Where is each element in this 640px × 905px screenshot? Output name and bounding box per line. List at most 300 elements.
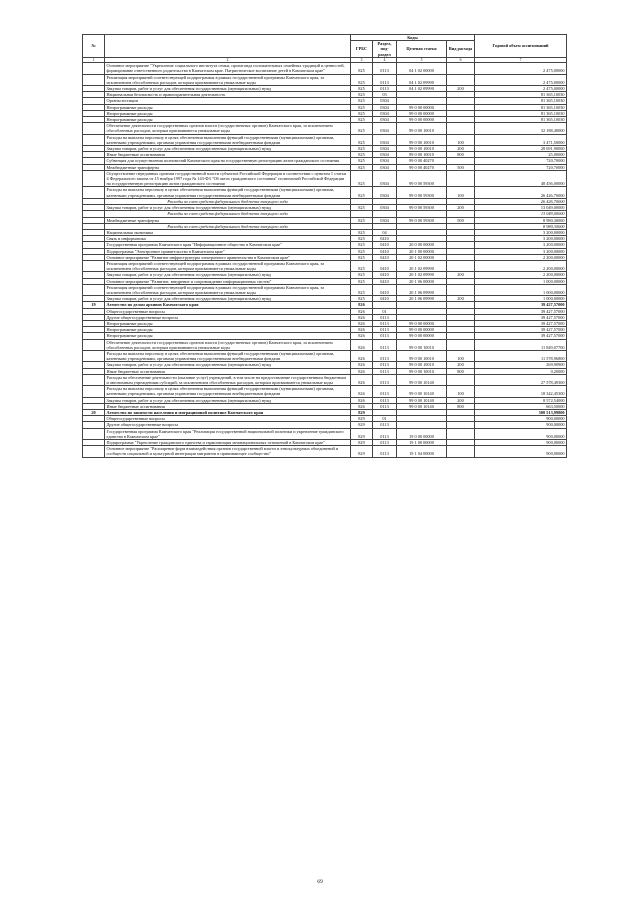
row-type [447,170,475,187]
row-grbs: 829 [351,428,373,439]
row-sum: 39 427,57000 [475,333,567,339]
row-sum: 11 578,96800 [475,350,567,361]
row-type: 200 [447,362,475,368]
row-target: 99 0 00 10010 [397,134,447,145]
row-type: 200 [447,397,475,403]
row-name: Осуществление переданных органам государственной власти субъектов Российской Федерации в соответствии с пунктом 1 статьи 4 Федерального закона от 15 ноября 1997 года № 143-ФЗ "Об актах гражданского состояния" полномочий Российской Федерации на государственную регистрацию актов гражданского состояния [105,170,351,187]
row-name: Национальная экономика [105,229,351,235]
row-sum: 8 980,30000 [475,223,567,229]
row-name: Другие общегосударственные вопросы [105,314,351,320]
row-target: 99 0 00 00000 [397,327,447,333]
row-section: 0113 [373,320,397,326]
row-number [83,374,105,385]
row-grbs: 825 [351,284,373,295]
row-grbs: 825 [351,63,373,74]
row-sum: 2 200,00000 [475,272,567,278]
row-type [447,260,475,271]
row-target: 99 0 00 10140 [397,386,447,397]
row-section: 0304 [373,217,397,223]
table-row [83,339,567,350]
row-name: Расходы за счет средств федерального бюджета текущего года [105,198,351,204]
row-name: Непрограммные расходы [105,333,351,339]
row-target: 99 0 00 10140 [397,397,447,403]
row-target: 20 1 06 09990 [397,284,447,295]
row-grbs: 826 [351,403,373,409]
index-cell: 2 [105,57,351,62]
row-target: 99 0 00 59300 [397,170,447,187]
row-section: 0410 [373,236,397,242]
row-section: 0113 [373,397,397,403]
row-section: 0304 [373,205,397,211]
row-name: Связь и информатика [105,236,351,242]
row-section: 0113 [373,403,397,409]
row-name: Непрограммные расходы [105,320,351,326]
row-target: 99 0 00 10010 [397,350,447,361]
row-section: 0304 [373,164,397,170]
row-name: Агентство по занятости населения и миграционной политике Камчатского края [105,410,351,416]
table-row [83,170,567,187]
row-number [83,446,105,457]
row-section: 0113 [373,327,397,333]
row-section: 04 [373,229,397,235]
row-section: 0304 [373,158,397,164]
row-section: 0113 [373,428,397,439]
row-grbs: 825 [351,158,373,164]
table-row [83,123,567,134]
row-sum: 900,00000 [475,428,567,439]
row-name: Закупка товаров, работ и услуг для обеспечения государственных (муниципальных) нужд [105,397,351,403]
row-name: Иные бюджетные ассигнования [105,403,351,409]
row-number [83,123,105,134]
row-section: 0410 [373,284,397,295]
row-sum: 13 049,00000 [475,211,567,217]
row-sum: 269,90900 [475,362,567,368]
row-grbs: 825 [351,296,373,302]
row-type: 100 [447,350,475,361]
row-grbs: 825 [351,260,373,271]
row-target: 20 1 06 09990 [397,296,447,302]
table-row [83,374,567,385]
row-number [83,339,105,350]
row-number [83,63,105,74]
row-number: 20 [83,410,105,416]
table-body [83,63,567,457]
row-section: 0304 [373,98,397,104]
row-sum: 39 427,57000 [475,302,567,308]
row-section: 0410 [373,278,397,284]
row-name: Реализация мероприятий соответствующей подпрограммы в рамках государственной программы Камчатского края, за исключением обособленных расходов, которым присваиваются уникальные коды [105,260,351,271]
row-name: Расходы на выплаты персоналу в целях обеспечения выполнения функций государственными (муниципальными) органами, казенными учреждениями, органами управления государственными внебюджетными фондами [105,187,351,198]
budget-table-sheet [82,34,566,458]
row-name: Непрограммные расходы [105,117,351,123]
row-number [83,187,105,198]
row-number [83,260,105,271]
row-number [83,284,105,295]
row-sum: 39 427,57000 [475,320,567,326]
row-number: 19 [83,302,105,308]
budget-table [82,34,567,458]
row-section: 0304 [373,117,397,123]
row-target: 99 0 00 40270 [397,164,447,170]
row-sum: 3 200,00000 [475,248,567,254]
row-grbs: 825 [351,98,373,104]
row-sum: 28 691,90000 [475,146,567,152]
row-section: 0304 [373,134,397,145]
header-name [105,35,351,58]
row-sum: 0,20000 [475,368,567,374]
row-section: 0113 [373,333,397,339]
row-target: 20 1 02 09990 [397,272,447,278]
row-sum: 81 365,10030 [475,98,567,104]
row-sum: 663,50000 [475,403,567,409]
row-grbs: 829 [351,410,373,416]
row-name: Расходы на обеспечение деятельности (оказание услуг) учреждений, в том числе на предоставление государственным бюджетным и автономным учреждениям субсидий, за исключением обособленных расходов, которым присваиваются уникальные коды [105,374,351,385]
row-grbs: 826 [351,302,373,308]
header-number: № [83,35,105,58]
row-sum: 81 365,10030 [475,104,567,110]
row-sum: 26 426,70000 [475,198,567,204]
row-target: 19 0 00 00000 [397,428,447,439]
row-number [83,350,105,361]
row-name: Закупка товаров, работ и услуг для обеспечения государственных (муниципальных) нужд [105,205,351,211]
row-target: 19 1 04 00000 [397,446,447,457]
row-target: 99 0 00 10010 [397,152,447,158]
row-sum: 900,00000 [475,440,567,446]
row-grbs: 829 [351,446,373,457]
row-grbs: 825 [351,248,373,254]
row-sum: 1 000,00000 [475,278,567,284]
row-target: 99 0 00 10010 [397,362,447,368]
row-number [83,134,105,145]
row-name: Подпрограмма "Электронное правительство в Камчатском крае" [105,248,351,254]
row-sum: 18 342,45300 [475,386,567,397]
row-type: 500 [447,217,475,223]
row-grbs: 825 [351,74,373,85]
row-target: 99 0 00 00000 [397,333,447,339]
row-name: Расходы за счет средств федерального бюджета текущего года [105,211,351,217]
row-name: Расходы на выплаты персоналу в целях обеспечения выполнения функций государственными (муниципальными) органами, казенными учреждениями, органами управления государственными внебюджетными фондами [105,386,351,397]
header-target: Целевая статья [397,41,447,58]
row-target: 99 0 00 59300 [397,187,447,198]
header-codes: Коды [351,35,475,41]
row-name: Основное мероприятие "Развитие, внедрение и сопровождение информационных систем" [105,278,351,284]
row-target: 99 0 00 10010 [397,123,447,134]
row-grbs: 829 [351,422,373,428]
row-type: 200 [447,296,475,302]
row-name: Государственная программа Камчатского края "Реализация государственной национальной политики и укрепление гражданского единства в Камчатском крае" [105,428,351,439]
row-section: 03 [373,92,397,98]
row-grbs: 826 [351,314,373,320]
header-volume: Годовой объем ассигнований [475,35,567,58]
row-sum: 48 456,00000 [475,170,567,187]
row-type: 800 [447,403,475,409]
row-type [447,123,475,134]
row-type: 200 [447,205,475,211]
index-cell: 5 [397,57,447,62]
row-section: 01 [373,308,397,314]
row-target: 99 0 00 00000 [397,320,447,326]
row-name: Другие общегосударственные вопросы [105,422,351,428]
row-section: 0113 [373,314,397,320]
row-grbs: 825 [351,236,373,242]
row-section: 0304 [373,152,397,158]
row-sum: 27 578,49300 [475,374,567,385]
index-cell: 7 [475,57,567,62]
row-sum: 13 049,00000 [475,205,567,211]
header-section: Раздел, под-раздел [373,41,397,58]
row-name: Общегосударственные вопросы [105,308,351,314]
row-name: Органы юстиции [105,98,351,104]
row-name: Закупка товаров, работ и услуг для обеспечения государственных (муниципальных) нужд [105,296,351,302]
row-type: 200 [447,86,475,92]
row-sum: 2 475,00000 [475,74,567,85]
row-grbs: 825 [351,242,373,248]
row-sum: 3 200,00000 [475,229,567,235]
row-sum: 39 427,57000 [475,314,567,320]
row-sum: 720,70000 [475,158,567,164]
row-type: 500 [447,164,475,170]
row-section: 0410 [373,272,397,278]
row-type: 100 [447,386,475,397]
row-sum: 3 200,00000 [475,236,567,242]
row-target: 04 1 02 00000 [397,63,447,74]
table-row [83,284,567,295]
row-target: 99 0 00 10140 [397,374,447,385]
row-grbs: 826 [351,362,373,368]
row-sum: 39 427,57000 [475,327,567,333]
row-type [447,428,475,439]
row-sum: 26 426,70000 [475,187,567,198]
row-type [447,74,475,85]
row-grbs: 825 [351,272,373,278]
row-number [83,428,105,439]
row-type: 100 [447,134,475,145]
row-name: Иные бюджетные ассигнования [105,152,351,158]
row-grbs: 825 [351,217,373,223]
row-target: 20 1 00 00000 [397,248,447,254]
row-grbs: 825 [351,152,373,158]
row-target: 99 0 00 00000 [397,110,447,116]
row-name: Непрограммные расходы [105,110,351,116]
row-type: 800 [447,152,475,158]
row-sum: 900,00000 [475,446,567,457]
table-row [83,134,567,145]
row-sum: 81 365,10030 [475,92,567,98]
row-target: 04 1 02 09990 [397,86,447,92]
row-grbs: 825 [351,170,373,187]
row-grbs: 826 [351,350,373,361]
row-section: 0113 [373,339,397,350]
row-target: 99 0 00 10010 [397,339,447,350]
row-name: Иные бюджетные ассигнования [105,368,351,374]
row-section: 0410 [373,248,397,254]
row-target: 99 0 00 59300 [397,217,447,223]
row-sum: 2 200,00000 [475,254,567,260]
row-number [83,386,105,397]
row-grbs: 826 [351,368,373,374]
row-number [83,74,105,85]
row-name: Агентство по делам архивов Камчатского края [105,302,351,308]
row-name: Межбюджетные трансферты [105,217,351,223]
row-section: 0113 [373,440,397,446]
row-section: 0304 [373,187,397,198]
index-cell: 1 [83,57,105,62]
row-grbs: 825 [351,104,373,110]
row-section: 0410 [373,260,397,271]
row-grbs: 826 [351,327,373,333]
row-name: Реализация мероприятий соответствующей подпрограммы в рамках государственной программы Камчатского края, за исключением обособленных расходов, которым присваиваются уникальные коды [105,284,351,295]
row-target: 04 1 02 09990 [397,74,447,85]
row-type [447,374,475,385]
row-sum: 1 000,00000 [475,284,567,295]
row-sum: 81 365,10030 [475,117,567,123]
row-section: 0113 [373,368,397,374]
row-name: Обеспечение деятельности государственных органов власти (государственных органов) Камчатского края, за исключением обособленных расходов, которым присваиваются уникальные коды [105,339,351,350]
row-target: 20 1 02 09990 [397,260,447,271]
row-section: 0113 [373,374,397,385]
row-grbs: 825 [351,278,373,284]
row-grbs: 825 [351,254,373,260]
row-name: Подпрограмма "Укрепление гражданского единства и гармонизация межнациональных отношений в Камчатском крае" [105,440,351,446]
row-type: 200 [447,272,475,278]
row-sum: 81 365,10030 [475,110,567,116]
row-grbs: 826 [351,308,373,314]
row-sum: 25,00000 [475,152,567,158]
row-name: Расходы на выплаты персоналу в целях обеспечения выполнения функций государственными (муниципальными) органами, казенными учреждениями, органами управления государственными внебюджетными фондами [105,134,351,145]
row-target: 99 0 00 40270 [397,158,447,164]
row-grbs: 825 [351,205,373,211]
row-section: 0304 [373,104,397,110]
row-section: 0113 [373,350,397,361]
row-section: 0304 [373,146,397,152]
row-grbs: 825 [351,229,373,235]
row-type [447,63,475,74]
row-target: 99 0 00 59300 [397,205,447,211]
row-section: 0304 [373,110,397,116]
row-name: Расходы за счет средств федерального бюджета текущего года [105,223,351,229]
row-grbs: 825 [351,110,373,116]
row-type: 100 [447,187,475,198]
row-sum: 8 980,30000 [475,217,567,223]
row-grbs: 825 [351,164,373,170]
row-sum: 3 200,00000 [475,242,567,248]
row-type: 200 [447,146,475,152]
row-grbs: 826 [351,339,373,350]
page-number: 69 [317,879,323,885]
row-grbs: 825 [351,86,373,92]
row-sum: 2 200,00000 [475,260,567,271]
row-target: 99 0 00 10010 [397,368,447,374]
row-grbs: 826 [351,386,373,397]
row-name: Закупка товаров, работ и услуг для обеспечения государственных (муниципальных) нужд [105,362,351,368]
table-row [83,350,567,361]
table-row [83,63,567,74]
table-row [83,428,567,439]
row-name: Закупка товаров, работ и услуг для обеспечения государственных (муниципальных) нужд [105,272,351,278]
row-section: 0113 [373,362,397,368]
row-grbs: 825 [351,123,373,134]
row-name: Основное мероприятие "Укрепление социального института семьи, пропаганда положительных семейных традиций и ценностей, формирование ответственного родительства в Камчатском крае. Патриотическое воспитание детей в Камчатском крае" [105,63,351,74]
row-name: Непрограммные расходы [105,327,351,333]
row-section: 0113 [373,446,397,457]
row-target: 99 0 00 10140 [397,403,447,409]
row-sum: 11 849,07700 [475,339,567,350]
row-grbs: 826 [351,397,373,403]
row-section: 0410 [373,254,397,260]
row-grbs: 825 [351,92,373,98]
table-row [83,74,567,85]
index-cell: 6 [447,57,475,62]
row-type: 800 [447,368,475,374]
row-name: Национальная безопасность и правоохранительная деятельность [105,92,351,98]
row-sum: 500 513,99800 [475,410,567,416]
row-target: 20 1 02 00000 [397,254,447,260]
row-section: 0113 [373,63,397,74]
table-row [83,446,567,457]
row-sum: 32 188,40000 [475,123,567,134]
row-name: Закупка товаров, работ и услуг для обеспечения государственных (муниципальных) нужд [105,146,351,152]
row-grbs: 825 [351,134,373,145]
row-grbs: 829 [351,416,373,422]
row-grbs: 826 [351,333,373,339]
row-name: Субвенция для осуществления полномочий Камчатского края на государственную регистрацию актов гражданского состояния [105,158,351,164]
row-name: Общегосударственные вопросы [105,416,351,422]
row-target: 20 1 06 00000 [397,278,447,284]
row-section: 0410 [373,296,397,302]
header-grbs: ГРБС [351,41,373,58]
row-grbs: 825 [351,117,373,123]
row-type [447,446,475,457]
row-grbs: 825 [351,146,373,152]
row-sum: 2 475,00000 [475,63,567,74]
row-sum: 1 000,00000 [475,296,567,302]
row-type [447,339,475,350]
row-section: 0410 [373,242,397,248]
row-grbs: 825 [351,187,373,198]
row-section: 01 [373,416,397,422]
row-section: 0113 [373,386,397,397]
row-section: 0113 [373,422,397,428]
row-type [447,284,475,295]
table-row [83,386,567,397]
row-name: Закупка товаров, работ и услуг для обеспечения государственных (муниципальных) нужд [105,86,351,92]
row-name: Обеспечение деятельности государственных органов власти (государственных органов) Камчатского края, за исключением обособленных расходов, которым присваиваются уникальные коды [105,123,351,134]
row-sum: 8 572,54000 [475,397,567,403]
row-sum: 2 475,00000 [475,86,567,92]
row-sum: 720,70000 [475,164,567,170]
row-grbs: 826 [351,320,373,326]
table-row [83,260,567,271]
row-grbs: 829 [351,440,373,446]
row-name: Межбюджетные трансферты [105,164,351,170]
row-section: 0113 [373,86,397,92]
row-section: 0304 [373,170,397,187]
row-name: Расходы на выплаты персоналу в целях обеспечения выполнения функций государственными (муниципальными) органами, казенными учреждениями, органами управления государственными внебюджетными фондами [105,350,351,361]
row-section: 0113 [373,74,397,85]
row-sum: 900,00000 [475,422,567,428]
row-target: 99 0 00 00000 [397,117,447,123]
row-sum: 3 471,50000 [475,134,567,145]
row-target: 99 0 00 00000 [397,104,447,110]
index-cell: 4 [373,57,397,62]
row-section: 0304 [373,123,397,134]
row-target: 99 0 00 10010 [397,146,447,152]
index-cell: 3 [351,57,373,62]
row-name: Непрограммные расходы [105,104,351,110]
row-name: Основное мероприятие "Развитие инфраструктуры электронного правительства в Камчатском крае" [105,254,351,260]
row-sum: 39 427,57000 [475,308,567,314]
row-grbs: 826 [351,374,373,385]
